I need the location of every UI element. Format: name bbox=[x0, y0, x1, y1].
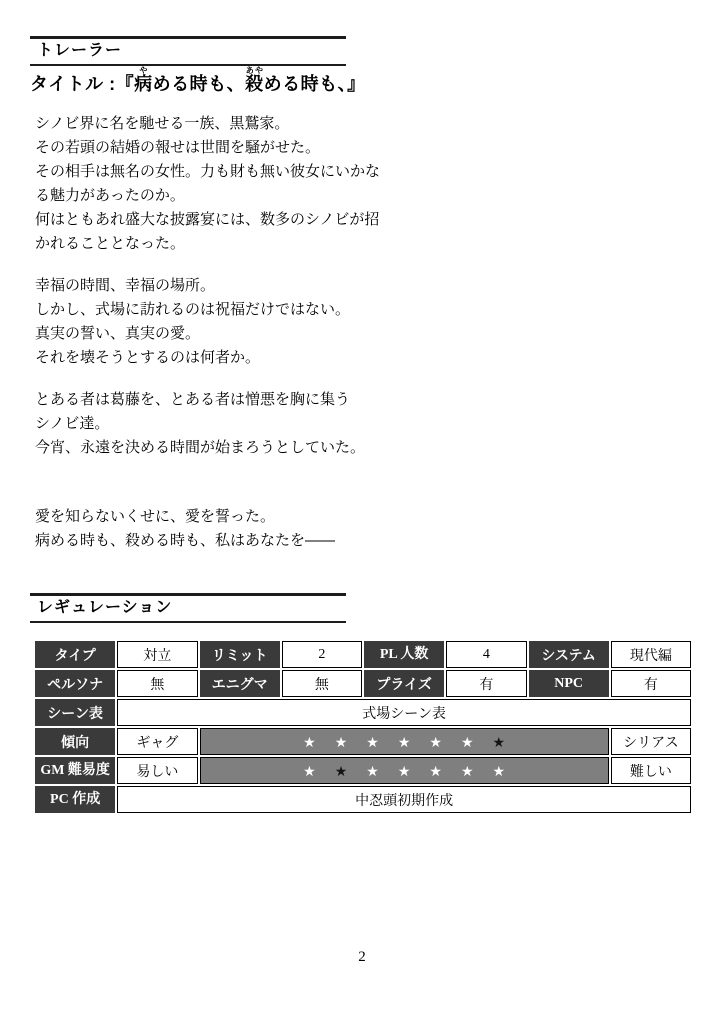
text-line: かれることとなった。 bbox=[35, 235, 186, 252]
text-line: る魅力があったのか。 bbox=[35, 187, 185, 204]
white-star-icon: ★ bbox=[397, 733, 411, 750]
cell-tendency-right: シリアス bbox=[611, 728, 691, 755]
trailer-paragraph-3 bbox=[35, 388, 380, 460]
white-star-icon: ★ bbox=[492, 762, 506, 779]
cell-persona-value: 無 bbox=[117, 670, 197, 697]
text-line: その若頭の結婚の報せは世間を騒がせた。 bbox=[35, 139, 321, 156]
cell-prize-value: 有 bbox=[446, 670, 526, 697]
white-star-icon: ★ bbox=[460, 733, 474, 750]
cell-prize-label: プライズ bbox=[364, 670, 444, 697]
cell-npc-label: NPC bbox=[529, 670, 609, 697]
gm-difficulty-star-bar bbox=[200, 757, 609, 784]
table-row bbox=[35, 641, 691, 668]
cell-pc-creation-label: PC 作成 bbox=[35, 786, 115, 813]
cell-limit-value: 2 bbox=[282, 641, 362, 668]
white-star-icon: ★ bbox=[303, 762, 316, 779]
cell-scene-label: シーン表 bbox=[35, 699, 115, 726]
text-line: 真実の誓い、真実の愛。 bbox=[35, 325, 201, 342]
trailer-heading: トレーラー bbox=[37, 42, 123, 59]
trailer-section-header bbox=[30, 36, 346, 66]
scenario-title-text: タイトル :『病やめる時も、殺あやめる時も、』 bbox=[30, 66, 366, 94]
text-line: シノビ界に名を馳せる一族、黒鷲家。 bbox=[35, 115, 290, 132]
table-row bbox=[35, 728, 691, 755]
page-number: 2 bbox=[358, 949, 366, 965]
cell-system-value: 現代編 bbox=[611, 641, 691, 668]
cell-scene-value: 式場シーン表 bbox=[117, 699, 691, 726]
cell-pc-creation-value: 中忍頭初期作成 bbox=[117, 786, 691, 813]
tendency-star-rating bbox=[303, 735, 505, 749]
white-star-icon: ★ bbox=[366, 762, 379, 779]
white-star-icon: ★ bbox=[303, 733, 316, 750]
trailer-body bbox=[35, 112, 380, 553]
regulation-heading: レギュレーション bbox=[37, 599, 173, 616]
text-line: 病める時も、殺める時も、私はあなたを―― bbox=[35, 532, 336, 549]
cell-type-label: タイプ bbox=[35, 641, 115, 668]
black-star-icon: ★ bbox=[492, 733, 506, 750]
cell-persona-label: ペルソナ bbox=[35, 670, 115, 697]
cell-enigma-value: 無 bbox=[282, 670, 362, 697]
trailer-paragraph-2 bbox=[35, 274, 380, 370]
gm-difficulty-star-rating bbox=[303, 764, 505, 778]
trailer-paragraph-1 bbox=[35, 112, 380, 256]
table-row bbox=[35, 670, 691, 697]
text-line: その相手は無名の女性。力も財も無い彼女にいかな bbox=[35, 163, 381, 180]
tendency-star-bar bbox=[200, 728, 609, 755]
regulation-table bbox=[33, 639, 693, 815]
cell-gm-difficulty-left: 易しい bbox=[117, 757, 197, 784]
white-star-icon: ★ bbox=[429, 762, 442, 779]
cell-tendency-left: ギャグ bbox=[117, 728, 197, 755]
white-star-icon: ★ bbox=[429, 733, 442, 750]
cell-players-value: 4 bbox=[446, 641, 526, 668]
scenario-title bbox=[30, 63, 366, 101]
table-row bbox=[35, 786, 691, 813]
text-line: 何はともあれ盛大な披露宴には、数多のシノビが招 bbox=[35, 211, 380, 228]
cell-npc-value: 有 bbox=[611, 670, 691, 697]
cell-type-value: 対立 bbox=[117, 641, 197, 668]
regulation-section-header bbox=[30, 593, 346, 623]
text-line: しかし、式場に訪れるのは祝福だけではない。 bbox=[35, 301, 351, 318]
black-star-icon: ★ bbox=[334, 762, 348, 779]
cell-players-label: PL 人数 bbox=[364, 641, 444, 668]
table-row bbox=[35, 699, 691, 726]
white-star-icon: ★ bbox=[366, 733, 379, 750]
cell-tendency-label: 傾向 bbox=[35, 728, 115, 755]
cell-enigma-label: エニグマ bbox=[200, 670, 280, 697]
cell-system-label: システム bbox=[529, 641, 609, 668]
table-row bbox=[35, 757, 691, 784]
white-star-icon: ★ bbox=[397, 762, 411, 779]
trailer-paragraph-4 bbox=[35, 505, 380, 553]
white-star-icon: ★ bbox=[334, 733, 348, 750]
cell-limit-label: リミット bbox=[200, 641, 280, 668]
cell-gm-difficulty-right: 難しい bbox=[611, 757, 691, 784]
text-line: 愛を知らないくせに、愛を誓った。 bbox=[35, 508, 276, 525]
text-line: シノビ達。 bbox=[35, 415, 110, 432]
white-star-icon: ★ bbox=[460, 762, 474, 779]
cell-gm-difficulty-label: GM 難易度 bbox=[35, 757, 115, 784]
text-line: 幸福の時間、幸福の場所。 bbox=[35, 277, 216, 294]
text-line: それを壊そうとするのは何者か。 bbox=[35, 349, 261, 366]
text-line: とある者は葛藤を、とある者は憎悪を胸に集う bbox=[35, 391, 351, 408]
text-line: 今宵、永遠を決める時間が始まろうとしていた。 bbox=[35, 439, 366, 456]
